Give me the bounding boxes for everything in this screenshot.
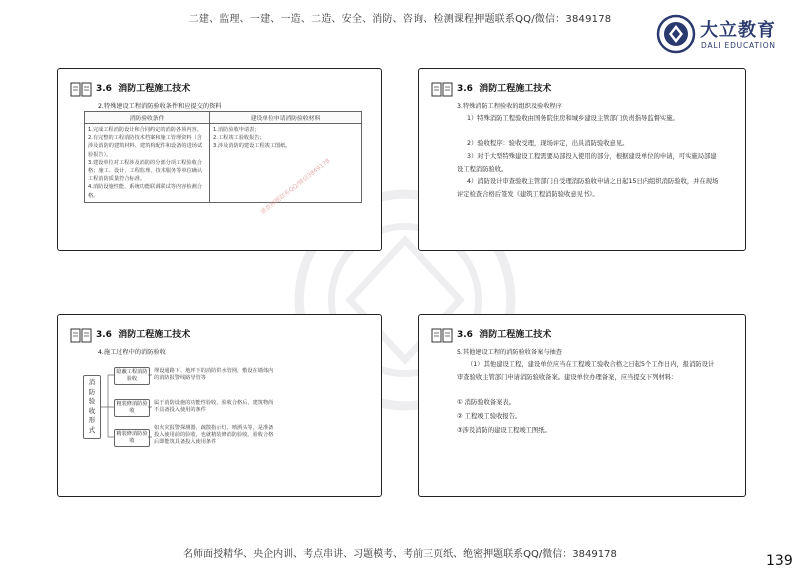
diagram-desc: 埋设通路下、地坪下的消防供水管网，敷设在墙体内的消防报警线路导管等 — [154, 368, 274, 382]
slide-4 — [418, 314, 746, 497]
diagram-desc: 属于消防设施的功能性验收，验收合格后，建筑物尚不具备投入使用的条件 — [154, 400, 274, 414]
paragraph: ① 消防验收备案表。 — [457, 399, 516, 406]
acceptance-table — [84, 111, 362, 203]
footer-promo: 名师面授精华、央企内训、考点串讲、习题模考、考前三页纸、绝密押题联系QQ/微信：3849178 — [183, 549, 617, 560]
slide-title: 3.6 消防工程施工技术 — [457, 84, 552, 94]
slide-subtitle: 2.特殊建设工程消防验收条件和应提交的资料 — [98, 103, 222, 110]
diagram-branch: 精装修消防验收 — [114, 429, 150, 447]
list-item: 1.完成工程消防设计和合同约定的消防各项内容。 — [88, 127, 202, 133]
list-item: 1.消防验收申请表； — [213, 127, 260, 133]
paragraph: 2）验收程序：验收受理，现场评定，出具消防验收意见。 — [467, 140, 629, 147]
diagram-desc: 如火灾报警探测器、疏散指示灯、喷洒头等，是准备投入使用前的验收，也就精装修消防验收。验收合格后即能筑具备投入使用条件 — [154, 425, 274, 446]
table-header: 消防验收条件 — [85, 112, 210, 124]
diagram-root: 消防验收形式 — [83, 375, 101, 439]
book-icon — [70, 80, 92, 98]
page-number: 139 — [766, 553, 793, 569]
slide-subtitle: 3.特殊消防工程验收的组织及验收程序 — [457, 103, 562, 110]
slide-subtitle: 4.施工过程中的消防验收 — [98, 349, 166, 356]
book-icon — [431, 80, 453, 98]
paragraph: 4）消防设计审查验收主管部门自受理消防验收申请之日起15日内组织消防验收，并在现场评定检查合格后签发《建筑工程消防验收意见书》。 — [457, 178, 719, 198]
paragraph: 1）特殊消防工程验收由国务院住房和城乡建设主管部门负责指导监督实施。 — [467, 115, 679, 122]
header-promo: 二建、监理、一建、一造、二造、安全、消防、咨询、检测课程押题联系QQ/微信：3849178 — [188, 14, 612, 25]
watermark-text: 请查押题联系QQ/微信3849178 — [259, 157, 332, 217]
table-cell-conditions — [85, 124, 210, 203]
list-item: 4.消防设施性能、系统功能联调联试等内容检测合格。 — [88, 184, 202, 199]
logo — [656, 14, 786, 56]
slide-2 — [418, 68, 746, 251]
slide-title: 3.6 消防工程施工技术 — [96, 84, 191, 94]
logo-text-en: DALI EDUCATION — [701, 41, 776, 50]
diagram-branch: 粗装修消防验收 — [114, 399, 150, 417]
slide-subtitle: 5.其他建设工程的消防验收备案与抽查 — [457, 349, 562, 356]
paragraph: （1）其他建设工程，建设单位应当在工程竣工验收合格之日起5个工作日内，报消防设计审查验收主管部门申请消防验收备案。建设单位办理备案，应当提交下列材料： — [457, 361, 715, 381]
paragraph: ③涉及消防的建设工程竣工图纸。 — [457, 427, 551, 434]
list-item: 3.建设单位对工程涉及消防的分部分项工程验收合格；施工、设计、工程监理、技术服务等单位确认工程消防质量符合标准。 — [88, 159, 203, 183]
slide-1 — [57, 68, 382, 251]
logo-text-cn: 大立教育 — [700, 20, 776, 41]
list-item: 2.有完整的工程消防技术档案和施工管理资料（含涉及消防的建筑材料、建筑构配件和设备的进场试验报告）。 — [88, 135, 203, 158]
slide-3 — [57, 314, 382, 497]
slide-title: 3.6 消防工程施工技术 — [457, 330, 552, 340]
paragraph: ② 工程竣工验收报告。 — [457, 413, 522, 420]
logo-seal-icon — [656, 14, 696, 54]
book-icon — [431, 326, 453, 344]
table-header: 建设单位申请消防验收材料 — [210, 112, 362, 124]
list-item: 3.涉及消防的建设工程竣工图纸。 — [213, 143, 291, 150]
slide-title: 3.6 消防工程施工技术 — [96, 330, 191, 340]
diagram-branch: 隐蔽工程消防验收 — [114, 367, 150, 385]
paragraph: 3）对于大型特殊建设工程需要局部投入使用的部分，根据建设单位的申请，可实施局部建设工程消防验收。 — [457, 153, 717, 173]
list-item: 2.工程竣工验收报告； — [213, 135, 265, 142]
